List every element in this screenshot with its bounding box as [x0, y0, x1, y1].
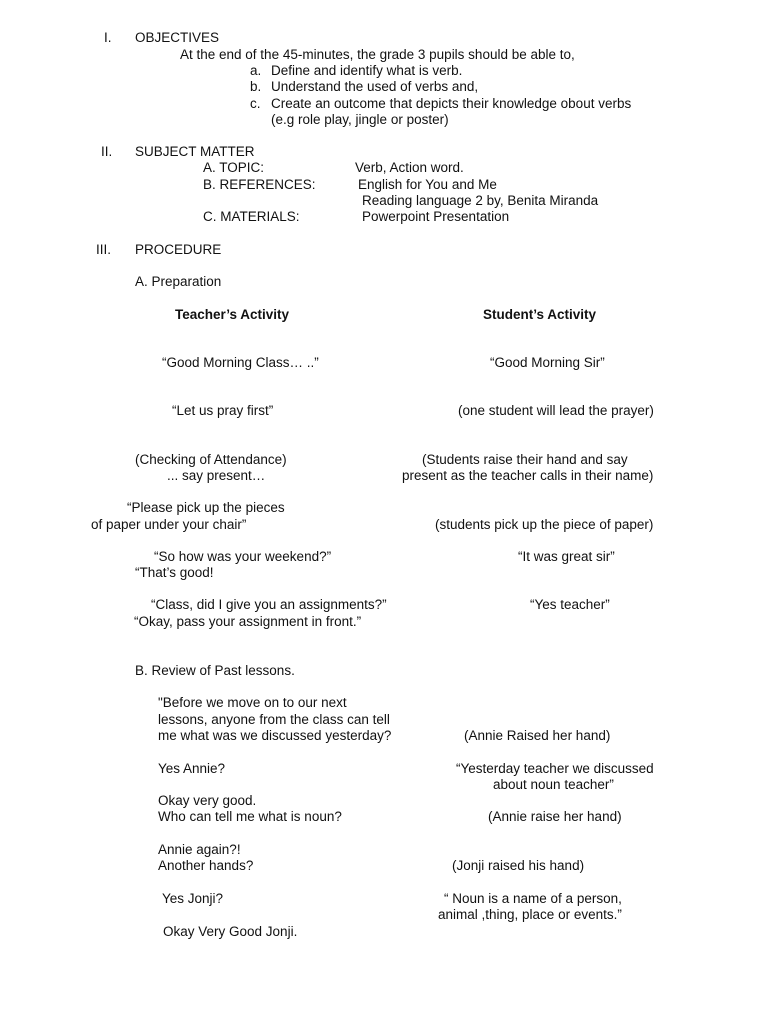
- teacher-line: (Checking of Attendance): [135, 452, 287, 467]
- teacher-line: Yes Jonji?: [162, 891, 224, 906]
- student-line: (one student will lead the prayer): [458, 403, 654, 418]
- student-line: “Yesterday teacher we discussed: [456, 761, 654, 776]
- student-line: “Yes teacher”: [530, 597, 610, 612]
- student-line: animal ,thing, place or events.”: [438, 907, 622, 922]
- teacher-line: Okay Very Good Jonji.: [163, 924, 298, 939]
- subject-value-materials: Powerpoint Presentation: [362, 209, 510, 224]
- objectives-intro: At the end of the 45-minutes, the grade 3 pupils should be able to,: [180, 47, 575, 62]
- list-item: Define and identify what is verb.: [271, 63, 463, 78]
- teacher-line: ... say present…: [167, 468, 266, 483]
- teacher-line: Annie again?!: [158, 842, 241, 857]
- section-heading-procedure: PROCEDURE: [135, 242, 222, 257]
- subject-label-references: B. REFERENCES:: [203, 177, 316, 192]
- section-numeral: I.: [104, 30, 112, 45]
- student-line: (Annie Raised her hand): [464, 728, 611, 743]
- student-line: (students pick up the piece of paper): [435, 517, 654, 532]
- list-marker: c.: [250, 96, 261, 111]
- teacher-line: lessons, anyone from the class can tell: [158, 712, 390, 727]
- teacher-line: “Good Morning Class… ..”: [162, 355, 319, 370]
- student-line: (Jonji raised his hand): [452, 858, 585, 873]
- teacher-line: “That’s good!: [135, 565, 214, 580]
- list-item-continuation: (e.g role play, jingle or poster): [271, 112, 449, 127]
- student-line: (Annie raise her hand): [488, 809, 622, 824]
- teacher-line: “Let us pray first”: [172, 403, 274, 418]
- list-marker: a.: [250, 63, 262, 78]
- section-heading-subject-matter: SUBJECT MATTER: [135, 144, 255, 159]
- student-line: “It was great sir”: [518, 549, 615, 564]
- section-numeral: III.: [96, 242, 112, 257]
- subject-label-materials: C. MATERIALS:: [203, 209, 300, 224]
- student-activity-header: Student’s Activity: [483, 307, 597, 322]
- teacher-line: of paper under your chair”: [91, 517, 247, 532]
- student-line: “ Noun is a name of a person,: [444, 891, 622, 906]
- teacher-line: “Class, did I give you an assignments?”: [151, 597, 387, 612]
- teacher-line: “Please pick up the pieces: [127, 500, 285, 515]
- subsection-preparation: A. Preparation: [135, 274, 222, 289]
- list-item: Create an outcome that depicts their knowledge obout verbs: [271, 96, 632, 111]
- subject-value-references: English for You and Me: [358, 177, 497, 192]
- teacher-line: Who can tell me what is noun?: [158, 809, 342, 824]
- teacher-line: “So how was your weekend?”: [154, 549, 332, 564]
- subsection-review: B. Review of Past lessons.: [135, 663, 295, 678]
- section-numeral: II.: [101, 144, 113, 159]
- teacher-line: Yes Annie?: [158, 761, 226, 776]
- list-marker: b.: [250, 79, 262, 94]
- student-line: present as the teacher calls in their name): [402, 468, 654, 483]
- subject-value-topic: Verb, Action word.: [355, 160, 464, 175]
- section-heading-objectives: OBJECTIVES: [135, 30, 220, 45]
- teacher-line: Okay very good.: [158, 793, 257, 808]
- teacher-line: me what was we discussed yesterday?: [158, 728, 392, 743]
- subject-value-references-cont: Reading language 2 by, Benita Miranda: [362, 193, 599, 208]
- list-item: Understand the used of verbs and,: [271, 79, 479, 94]
- teacher-line: “Okay, pass your assignment in front.”: [134, 614, 362, 629]
- student-line: “Good Morning Sir”: [490, 355, 605, 370]
- teacher-line: Another hands?: [158, 858, 254, 873]
- teacher-line: "Before we move on to our next: [158, 695, 347, 710]
- subject-label-topic: A. TOPIC:: [203, 160, 265, 175]
- student-line: (Students raise their hand and say: [422, 452, 628, 467]
- teacher-activity-header: Teacher’s Activity: [175, 307, 290, 322]
- student-line: about noun teacher”: [493, 777, 614, 792]
